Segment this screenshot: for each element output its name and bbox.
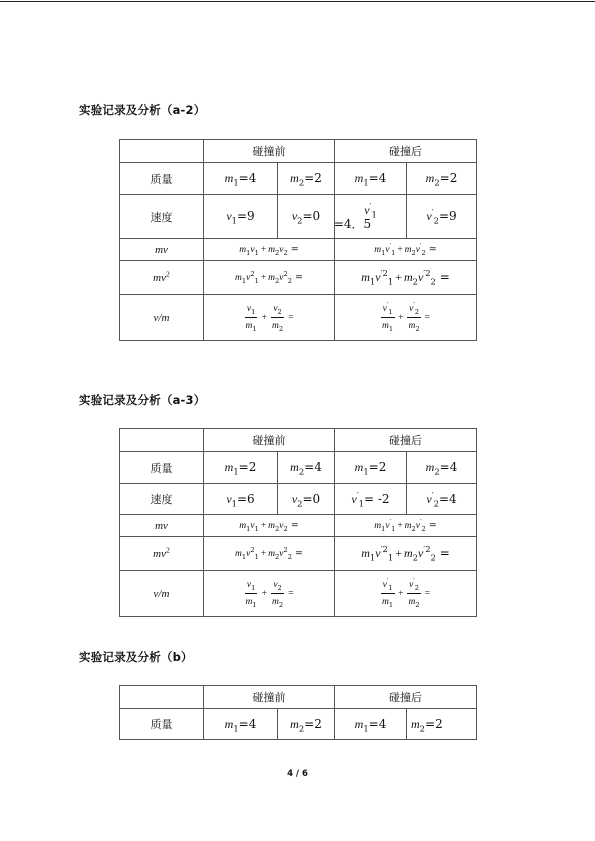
- header-blank: [120, 686, 204, 709]
- record-table-a2: [119, 139, 477, 341]
- page-number: 4 / 6: [287, 769, 308, 779]
- page-top-rule: [0, 1, 595, 2]
- fraction-v1-m1: $\frac{v_1}{m_1}$: [245, 580, 257, 609]
- row-label-mass: 质量: [120, 163, 204, 195]
- cell-vm-after: $\frac{v'_1}{m_1}$ + $\frac{v'_2}{m_2}$ =: [335, 295, 477, 341]
- cell-v1-after: $v'_1$ =4．5: [335, 195, 407, 239]
- row-label-vm: v/m: [120, 295, 204, 341]
- fraction-v2-m2: $\frac{v_2}{m_2}$: [272, 580, 284, 609]
- cell-v2-after: $v'_2=9$: [407, 195, 477, 239]
- row-label-mv2: $mv^2$: [120, 261, 204, 295]
- cell-vm-before: $\frac{v_1}{m_1}$ + $\frac{v_2}{m_2}$ =: [204, 571, 335, 617]
- fraction-v2p-m2: $\frac{v'_2}{m_2}$: [408, 300, 420, 333]
- row-label-mv2: $mv^2$: [120, 537, 204, 571]
- row-label-mass: 质量: [120, 709, 204, 740]
- cell-v2-after: $v'_2=4$: [407, 484, 477, 515]
- row-label-mv: mv: [120, 239, 204, 261]
- section-title-b: 实验记录及分析（b）: [79, 650, 193, 664]
- header-blank: [120, 429, 204, 452]
- fraction-v2p-m2: $\frac{v'_2}{m_2}$: [408, 576, 420, 609]
- fraction-v2-m2: $\frac{v_2}{m_2}$: [272, 304, 284, 333]
- row-label-speed: 速度: [120, 195, 204, 239]
- cell-vm-before: $\frac{v_1}{m_1}$ + $\frac{v_2}{m_2}$ =: [204, 295, 335, 341]
- header-after: 碰撞后: [335, 686, 477, 709]
- cell-m1-before: $m_1=2$: [204, 452, 278, 484]
- cell-mv2-before: $m_1v^2_1 + m_2v^2_2$ =: [204, 537, 335, 571]
- cell-v2-before: $v_2=0$: [278, 484, 335, 515]
- cell-mv2-after: $m_1v^{'2}_1 + m_2v^{'2}_2$ =: [335, 261, 477, 295]
- header-after: 碰撞后: [335, 429, 477, 452]
- cell-m1-after: $m_1=4$: [335, 163, 407, 195]
- fraction-v1p-m1: $\frac{v'_1}{m_1}$: [382, 300, 394, 333]
- header-before: 碰撞前: [204, 429, 335, 452]
- header-blank: [120, 140, 204, 163]
- cell-v1-after: $v'_1= -2$: [335, 484, 407, 515]
- section-title-a2: 实验记录及分析（a-2）: [79, 103, 206, 117]
- header-before: 碰撞前: [204, 140, 335, 163]
- record-table-a3: [119, 428, 477, 617]
- cell-v1-before: $v_1=6$: [204, 484, 278, 515]
- cell-v1-before: $v_1=9$: [204, 195, 278, 239]
- cell-m2-before: $m_2=4$: [278, 452, 335, 484]
- record-table-b: [119, 685, 477, 740]
- row-label-vm: v/m: [120, 571, 204, 617]
- cell-mv-after: $m_1v'_1 + m_2v'_2$ =: [335, 515, 477, 537]
- fraction-v1p-m1: $\frac{v'_1}{m_1}$: [382, 576, 394, 609]
- cell-mv2-before: $m_1v^2_1 + m_2v^2_2$ =: [204, 261, 335, 295]
- cell-mv-before: $m_1v_1 + m_2v_2$ =: [204, 515, 335, 537]
- cell-m1-after: $m_1=2$: [335, 452, 407, 484]
- cell-mv-after: $m_1v'_1 + m_2v'_2$ =: [335, 239, 477, 261]
- header-after: 碰撞后: [335, 140, 477, 163]
- row-label-mass: 质量: [120, 452, 204, 484]
- cell-m1-before: $m_1=4$: [204, 709, 278, 740]
- cell-mv-before: $m_1v_1 + m_2v_2$ =: [204, 239, 335, 261]
- cell-m2-after: $m_2=2$: [407, 709, 477, 740]
- cell-vm-after: $\frac{v'_1}{m_1}$ + $\frac{v'_2}{m_2}$ =: [335, 571, 477, 617]
- cell-m2-after: $m_2=4$: [407, 452, 477, 484]
- cell-m2-before: $m_2=2$: [278, 163, 335, 195]
- cell-m2-after: $m_2=2$: [407, 163, 477, 195]
- cell-mv2-after: $m_1v^{'2}_1 + m_2v^{'2}_2$ =: [335, 537, 477, 571]
- cell-m2-before: $m_2=2$: [278, 709, 335, 740]
- row-label-speed: 速度: [120, 484, 204, 515]
- cell-v2-before: $v_2=0$: [278, 195, 335, 239]
- cell-m1-after: $m_1=4$: [335, 709, 407, 740]
- header-before: 碰撞前: [204, 686, 335, 709]
- fraction-v1-m1: $\frac{v_1}{m_1}$: [245, 304, 257, 333]
- section-title-a3: 实验记录及分析（a-3）: [79, 393, 206, 407]
- row-label-mv: mv: [120, 515, 204, 537]
- cell-m1-before: $m_1=4$: [204, 163, 278, 195]
